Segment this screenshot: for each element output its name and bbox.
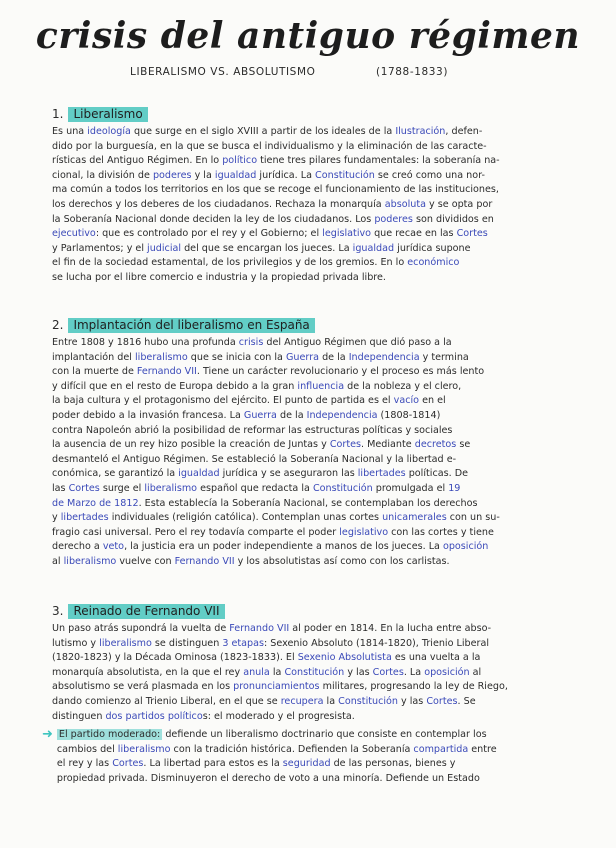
text-line: cambios del liberalismo con la tradición histórica. Defienden la Soberanía compartida entre (56, 743, 497, 755)
keyword: 19 (448, 482, 461, 494)
keyword: Sexenio Absolutista (297, 652, 392, 664)
text-line: el fin de la sociedad estamental, de los privilegios y de los gremios. En lo económico (52, 257, 460, 269)
text-line: y Parlamentos; y el judicial del que se encargan los jueces. La igualdad jurídica supone (52, 242, 471, 254)
section-heading-label: Reinado de Fernando VII (68, 604, 224, 619)
text-line: la ausencia de un rey hizo posible la creación de Juntas y Cortes. Mediante decretos se (52, 439, 471, 451)
section-reinado (42, 603, 592, 787)
text-line: se lucha por el libre comercio e industria y la propiedad privada libre. (52, 271, 386, 283)
text-line: Un paso atrás supondrá la vuelta de Fernando VII al poder en 1814. En la lucha entre abso- (52, 623, 492, 634)
text-line: y libertades individuales (religión católica). Contemplan unas cortes unicamerales con un su- (52, 512, 500, 524)
keyword: legislativo (339, 526, 389, 538)
keyword: 3 etapas (222, 637, 265, 649)
keyword: libertades (357, 468, 406, 480)
subpoint-line: defiende un liberalismo doctrinario que consiste en contemplar los (165, 729, 487, 741)
keyword: Cortes (112, 758, 144, 770)
section-heading-label: Implantación del liberalismo en España (68, 318, 314, 333)
text-line: ma común a todos los territorios en los que se recoge el funcionamiento de las instituciones, (52, 184, 499, 196)
text-line: dando comienzo al Trienio Liberal, en el que se recupera la Constitución y las Cortes. Se (52, 695, 476, 707)
keyword: de Marzo de 1812 (52, 497, 139, 509)
section-body (52, 622, 592, 724)
keyword: Constitución (312, 482, 373, 494)
keyword: anula (243, 666, 270, 678)
text-line: el rey y las Cortes. La libertad para estos es la seguridad de las personas, bienes y (56, 758, 456, 770)
keyword: dos partidos (105, 710, 165, 722)
keyword: Independencia (348, 351, 420, 363)
text-line: contra Napoleón abrió la posibilidad de reformar las estructuras políticas y sociales (52, 424, 453, 436)
keyword: seguridad (282, 758, 331, 770)
keyword: liberalismo (135, 351, 188, 363)
keyword: Guerra (286, 351, 320, 363)
keyword: Fernando VII (229, 623, 290, 634)
text-line: absolutismo se verá plasmada en los pronunciamientos militares, progresando la ley de Riego, (52, 681, 508, 693)
subpoint-body (57, 728, 592, 786)
keyword: liberalismo (63, 555, 117, 567)
keyword: recupera (280, 695, 324, 707)
keyword: decretos (414, 439, 457, 451)
page-dates: (1788-1833) (376, 66, 449, 78)
keyword: Constitución (284, 666, 345, 678)
section-body (52, 336, 592, 570)
text-line: con la muerte de Fernando VII. Tiene un carácter revolucionario y el proceso es más lento (52, 366, 485, 378)
section-number: 3. (52, 604, 64, 618)
keyword: liberalismo (117, 743, 171, 755)
section-number: 2. (52, 318, 64, 332)
keyword: Constitución (338, 695, 398, 707)
text-line: conómica, se garantizó la igualdad jurídica y se aseguraron las libertades políticas. De (52, 468, 468, 480)
text-line: implantación del liberalismo que se inicia con la Guerra de la Independencia y termina (52, 351, 469, 363)
text-line: al liberalismo vuelve con Fernando VII y los absolutistas así como con los carlistas. (52, 555, 450, 567)
keyword: Ilustración (395, 126, 446, 137)
text-line: propiedad privada. Disminuyeron el derecho de voto a una minoría. Defiende un Estado (56, 772, 480, 784)
section-heading-label: Liberalismo (68, 107, 147, 122)
arrow-right-icon: ➜ (42, 727, 53, 743)
keyword: Guerra (243, 409, 277, 421)
text-line: Es una ideología que surge en el siglo XVIII a partir de los ideales de la Ilustración, defen- (52, 126, 483, 137)
keyword: Cortes (329, 439, 362, 451)
text-line: de Marzo de 1812. Esta establecía la Soberanía Nacional, se contemplaban los derechos (52, 497, 478, 509)
keyword: igualdad (214, 169, 257, 181)
subpoint-moderado (42, 727, 592, 786)
keyword: pronunciamientos (233, 681, 320, 693)
keyword: poderes (374, 213, 413, 225)
keyword: ideología (87, 126, 131, 137)
keyword: veto (102, 541, 125, 553)
section-implantacion (52, 317, 592, 570)
text-line: poder debido a la invasión francesa. La Guerra de la Independencia (1808-1814) (52, 409, 441, 421)
text-line: distinguen dos partidos políticos: el moderado y el progresista. (52, 710, 355, 722)
keyword: judicial (147, 242, 182, 254)
subpoint-rest (57, 743, 592, 787)
text-line: y difícil que en el resto de Europa debido a la gran influencia de la nobleza y el clero, (52, 380, 462, 392)
text-line: dido por la burguesía, en la que se busca el individualismo y la eliminación de las caracte- (52, 140, 487, 152)
keyword: económico (407, 257, 460, 269)
keyword: compartida (413, 743, 469, 755)
keyword: oposición (424, 666, 470, 678)
text-line: los derechos y los deberes de los ciudadanos. Rechaza la monarquía absoluta y se opta por (52, 198, 493, 210)
section-heading (52, 106, 592, 122)
page-subtitle: LIBERALISMO VS. ABSOLUTISMO (130, 66, 316, 78)
keyword: Cortes (372, 666, 404, 678)
keyword: poderes (152, 169, 192, 181)
keyword: igualdad (178, 468, 220, 480)
keyword: liberalismo (144, 482, 198, 494)
text-line: desmanteló el Antiguo Régimen. Se estableció la Soberanía Nacional y la libertad e- (52, 453, 457, 465)
keyword: político (222, 155, 258, 167)
keyword: Independencia (306, 409, 378, 421)
section-number: 1. (52, 107, 64, 121)
keyword: libertades (60, 512, 109, 524)
keyword: vacío (393, 395, 420, 407)
keyword: Fernando VII (136, 366, 197, 378)
keyword: oposición (442, 541, 489, 553)
text-line: fragio casi universal. Pero el rey todavía comparte el poder legislativo con las cortes y tiene (52, 526, 494, 538)
text-line: la baja cultura y el protagonismo del ejército. El punto de partida es el vacío en el (52, 395, 446, 407)
page-title: crisis del antiguo régimen (35, 15, 581, 57)
text-line: cional, la división de poderes y la igualdad jurídica. La Constitución se creó como una nor- (52, 169, 485, 181)
keyword: Cortes (426, 695, 458, 707)
keyword: ejecutivo (52, 228, 96, 240)
keyword: legislativo (322, 228, 372, 240)
text-line: lutismo y liberalismo se distinguen 3 etapas: Sexenio Absoluto (1814-1820), Trienio Liberal (52, 637, 490, 649)
section-heading (52, 603, 592, 619)
text-line: ejecutivo: que es controlado por el rey y el Gobierno; el legislativo que recae en las Cortes (52, 228, 488, 240)
keyword: Fernando VII (174, 555, 235, 567)
subpoint-first-line (57, 728, 592, 743)
keyword: crisis (238, 337, 264, 348)
subpoint-label: El partido moderado: (58, 729, 161, 741)
text-line: la Soberanía Nacional donde deciden la ley de los ciudadanos. Los poderes son divididos en (52, 213, 494, 225)
text-line: Entre 1808 y 1816 hubo una profunda crisis del Antiguo Régimen que dió paso a la (52, 337, 452, 348)
keyword: unicamerales (382, 512, 447, 524)
keyword: absoluta (384, 198, 426, 210)
keyword: liberalismo (99, 637, 152, 649)
keyword: igualdad (352, 242, 395, 254)
section-liberalismo (52, 106, 592, 286)
text-line: (1820-1823) y la Década Ominosa (1823-1833). El Sexenio Absolutista es una vuelta a la (52, 652, 481, 664)
text-line: monarquía absolutista, en la que el rey anula la Constitución y las Cortes. La oposición al (52, 666, 482, 678)
keyword: político (167, 710, 203, 722)
section-body (52, 125, 592, 286)
text-line: derecho a veto, la justicia era un poder independiente a manos de los jueces. La oposición (52, 541, 489, 553)
text-line: las Cortes surge el liberalismo español que redacta la Constitución promulgada el 19 (52, 482, 461, 494)
keyword: influencia (297, 380, 345, 392)
text-line: rísticas del Antiguo Régimen. En lo político tiene tres pilares fundamentales: la soberanía na- (52, 155, 500, 167)
section-heading (52, 317, 592, 333)
keyword: Cortes (456, 228, 488, 240)
keyword: Constitución (315, 169, 375, 181)
keyword: Cortes (68, 482, 100, 494)
